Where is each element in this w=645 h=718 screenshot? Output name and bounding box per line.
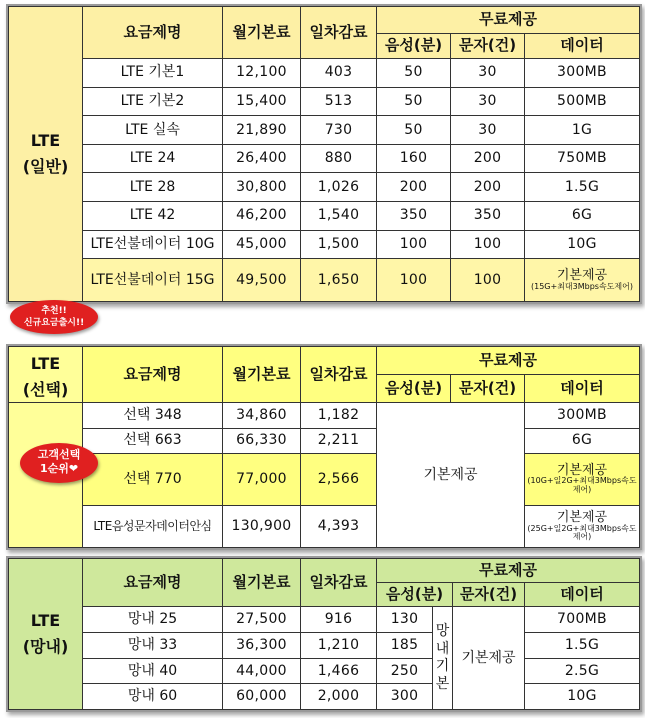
section-label-line1: LTE [30,611,61,631]
header-data: 데이터 [525,34,640,59]
table-row [9,658,640,684]
header-free: 무료제공 [377,559,640,583]
plan-name: LTE 실속 [83,116,223,145]
table-lte-onnet [8,558,640,710]
monthly-fee: 60,000 [223,684,301,710]
section-label-line2: (일반) [22,157,69,176]
voice-minutes: 100 [377,230,451,259]
monthly-fee: 45,000 [223,230,301,259]
plan-name: LTE음성문자데이터안심 [83,506,223,548]
data-amount: 2.5G [525,658,640,684]
table-row [9,173,640,202]
data-amount: 6G [525,201,640,230]
plan-name: LTE 42 [83,201,223,230]
header-data: 데이터 [525,375,640,403]
voice-minutes: 185 [377,632,433,658]
table-lte-general [8,6,640,302]
sms-count: 30 [451,116,525,145]
table-row [9,506,640,548]
section-label [9,7,83,302]
vertical-char: 망 [435,623,450,639]
monthly-fee: 30,800 [223,173,301,202]
data-main: 기본제공 [556,509,608,525]
daily-deduction: 1,026 [301,173,377,202]
data-note: (15G+최대3Mbps속도제어) [530,281,633,291]
table-row [9,403,640,428]
recommend-badge-line1: 추천!! [41,306,67,316]
customer-choice-line1: 고객선택 [37,448,81,461]
voice-minutes: 50 [377,59,451,88]
header-data: 데이터 [525,583,640,607]
monthly-fee: 34,860 [223,403,301,428]
sms-merged: 기본제공 [453,607,525,710]
data-amount: 500MB [525,87,640,116]
data-note: (25G+일2G+최대3Mbps속도제어) [527,523,637,542]
header-sms: 문자(건) [451,375,525,403]
daily-deduction: 4,393 [301,506,377,548]
sms-count: 100 [451,230,525,259]
plan-name: LTE 기본2 [83,87,223,116]
section-label-line1: LTE [30,131,61,151]
daily-deduction: 1,182 [301,403,377,428]
recommend-badge [10,300,98,334]
table-row [9,632,640,658]
panel-lte-select [6,344,642,550]
daily-deduction: 1,466 [301,658,377,684]
daily-deduction: 730 [301,116,377,145]
plan-name: 망내 33 [83,632,223,658]
header-plan-name: 요금제명 [83,347,223,403]
plan-name: LTE선불데이터 15G [83,259,223,302]
header-voice: 음성(분) [377,375,451,403]
data-amount: 10G [525,684,640,710]
sms-count: 350 [451,201,525,230]
voice-minutes: 350 [377,201,451,230]
table-row [9,87,640,116]
header-sms: 문자(건) [453,583,525,607]
plan-name: 선택 770 [83,453,223,505]
sms-count: 30 [451,59,525,88]
voice-minutes: 160 [377,144,451,173]
daily-deduction: 1,210 [301,632,377,658]
plan-name: LTE선불데이터 10G [83,230,223,259]
header-daily-deduction: 일차감료 [301,559,377,607]
table-lte-select [8,346,640,548]
data-main: 기본제공 [556,462,608,478]
header-monthly-fee: 월기본료 [223,7,301,59]
plan-name: 망내 25 [83,607,223,633]
table-row [9,607,640,633]
voice-minutes: 200 [377,173,451,202]
section-label-line2: (선택) [22,379,69,399]
data-amount [525,506,640,548]
customer-choice-badge [20,443,98,483]
monthly-fee: 12,100 [223,59,301,88]
header-sms: 문자(건) [451,34,525,59]
daily-deduction: 1,540 [301,201,377,230]
daily-deduction: 2,211 [301,428,377,453]
data-amount: 1G [525,116,640,145]
voice-minutes: 50 [377,116,451,145]
voice-minutes: 130 [377,607,433,633]
header-free: 무료제공 [377,347,640,375]
table-row-highlighted [9,259,640,302]
header-monthly-fee: 월기본료 [223,347,301,403]
table-row-highlighted [9,453,640,505]
daily-deduction: 1,500 [301,230,377,259]
monthly-fee: 49,500 [223,259,301,302]
plan-name: LTE 24 [83,144,223,173]
table-row [9,684,640,710]
daily-deduction: 916 [301,607,377,633]
customer-choice-rank: 1순위 [39,462,69,475]
monthly-fee: 44,000 [223,658,301,684]
table-row [9,428,640,453]
header-daily-deduction: 일차감료 [301,347,377,403]
table-row [9,230,640,259]
sms-count: 200 [451,173,525,202]
voice-minutes: 50 [377,87,451,116]
data-amount: 1.5G [525,632,640,658]
recommend-badge-line2: 신규요금출시!! [23,318,85,328]
monthly-fee: 27,500 [223,607,301,633]
section-label-line2: (망내) [22,637,69,656]
daily-deduction: 2,000 [301,684,377,710]
daily-deduction: 513 [301,87,377,116]
monthly-fee: 21,890 [223,116,301,145]
monthly-fee: 46,200 [223,201,301,230]
header-voice: 음성(분) [377,34,451,59]
panel-lte-general [6,4,642,304]
onnet-basic-vertical [433,607,453,710]
voice-minutes: 100 [377,259,451,302]
sms-count: 100 [451,259,525,302]
voice-sms-merged: 기본제공 [377,403,525,548]
header-daily-deduction: 일차감료 [301,7,377,59]
table-row [9,201,640,230]
header-monthly-fee: 월기본료 [223,559,301,607]
plan-name: LTE 기본1 [83,59,223,88]
daily-deduction: 880 [301,144,377,173]
data-amount: 1.5G [525,173,640,202]
customer-choice-line2 [20,462,98,476]
heart-icon: ❤ [68,462,79,475]
section-label-line1: LTE [30,354,61,373]
data-amount: 300MB [525,403,640,428]
monthly-fee: 36,300 [223,632,301,658]
header-free: 무료제공 [377,7,640,34]
data-amount [525,259,640,302]
monthly-fee: 130,900 [223,506,301,548]
monthly-fee: 77,000 [223,453,301,505]
data-amount: 700MB [525,607,640,633]
data-amount [525,453,640,505]
voice-minutes: 300 [377,684,433,710]
data-amount: 750MB [525,144,640,173]
vertical-char: 기 [435,658,450,674]
table-row [9,116,640,145]
data-amount: 300MB [525,59,640,88]
section-label [9,559,83,710]
data-main: 기본제공 [556,267,608,283]
panel-lte-onnet [6,556,642,712]
data-amount: 10G [525,230,640,259]
daily-deduction: 2,566 [301,453,377,505]
header-plan-name: 요금제명 [83,559,223,607]
vertical-char: 본 [435,675,450,692]
monthly-fee: 15,400 [223,87,301,116]
plan-name: 망내 60 [83,684,223,710]
plan-name: 선택 348 [83,403,223,428]
table-row [9,59,640,88]
header-voice: 음성(분) [377,583,453,607]
header-plan-name: 요금제명 [83,7,223,59]
monthly-fee: 26,400 [223,144,301,173]
data-amount: 6G [525,428,640,453]
monthly-fee: 66,330 [223,428,301,453]
daily-deduction: 1,650 [301,259,377,302]
vertical-char: 내 [435,640,450,657]
sms-count: 200 [451,144,525,173]
plan-name: 선택 663 [83,428,223,453]
plan-name: LTE 28 [83,173,223,202]
daily-deduction: 403 [301,59,377,88]
section-label [9,347,83,403]
voice-minutes: 250 [377,658,433,684]
table-row [9,144,640,173]
sms-count: 30 [451,87,525,116]
plan-name: 망내 40 [83,658,223,684]
data-note: (10G+일2G+최대3Mbps속도제어) [527,476,637,495]
